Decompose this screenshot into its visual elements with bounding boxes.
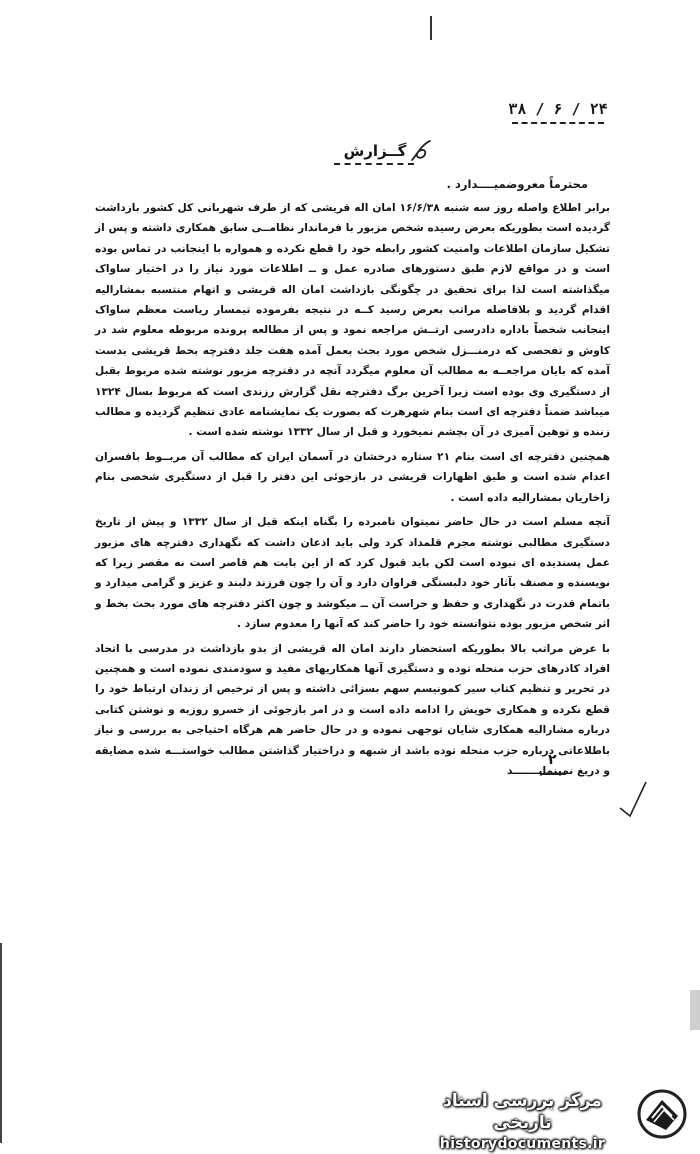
report-body <box>95 198 610 781</box>
paragraph: آنچه مسلم است در حال حاضر نمیتوان نامبرده را بگناه اینکه قبل از سال ۱۳۳۲ و پیش از تاریخ دستگیری مطالبی نوشته مجرم قلمداد کرد ولی باید اذعان داشت که نگهداری دفترچه های مزبور عمل پسندیده ای نبوده است لکن باید قبول کرد که از این بابت هم قاصر است نه مقصر زیرا که نویسنده و مصنف بآثار خود دلبستگی فراوان دارد و آن را چون فرزند دلبند و عزیز و گرامی میدارد و باتمام قدرت در نگهداری و حفظ و حراست آن ــ میکوشد و چون اکثر دفترچه های مورد بحث بخط و اثر شخص مزبور بوده نتوانسته خود را حاضر کند که آنها را معدوم سازد . <box>95 516 610 631</box>
date-underline <box>512 122 604 124</box>
scan-edge-right <box>690 990 700 1030</box>
scan-mark-top <box>430 16 432 40</box>
watermark <box>415 1090 630 1154</box>
paragraph: همچنین دفترچه ای است بنام ۲۱ ستاره درخشان در آسمان ایران که مطالب آن مربــوط بافسران اعدام شده است و طبق اظهارات قریشی در بازجوئی این دفتر را قبل از دستگیری شخصی بنام زاخاریان بمشارالیه داده است . <box>95 450 610 504</box>
check-mark-icon <box>618 780 648 820</box>
watermark-title: مرکز بررسی اسناد تاریخی <box>443 1091 602 1133</box>
document-date: ۳۸ / ۶ / ۲۴ <box>508 100 608 118</box>
margin-note: ۲ <box>548 752 557 768</box>
scan-edge-left <box>0 943 2 1143</box>
initial-mark-icon <box>408 138 436 164</box>
paragraph: برابر اطلاع واصله روز سه شنبه ۱۶/۶/۳۸ امان اله قریشی که از طرف شهربانی کل کشور بازداشت گردیده است بطوریکه بعرض رسیده شخص مزبور با فرماندار نظامــی سابق همکاری داشته و پس از تشکیل سازمان اطلاعات وامنیت کشور رابطه خود را قطع نکرده و همواره با اینجانب در تماس بوده است و در مواقع لازم طبق دستورهای صادره عمل و ــ اطلاعات مورد نیاز را در اختیار ساواک میگذاشته است لذا برای تحقیق در چگونگی بازداشت امان اله قریشی و اتهام منتسبه بمشارالیه اقدام گردید و بلافاصله مراتب بعرض رسید کــه در نتیجه بفرموده تیمسار ریاست معظم ساواک اینجانب شخصاً باداره دادرسی ارتــش مراجعه نمود و پس از مطالعه پرونده مربوطه معلوم شد در کاوش و تفحصی که درمنـــزل شخص مورد بحث بعمل آمده هفت جلد دفترچه بخط قریشی بدست آمده که بایان مراجعــه به مطالب آن معلوم میگردد آنچه در دفترچه مزبور نوشته شده مربوط بقبل از دستگیری وی بوده است زیرا آخرین برگ دفترچه نقل گزارش رزندی است که مربوط بسال ۱۳۲۴ میباشد ضمناً دفترچه ای است بنام شهرهرت که بصورت یک نمایشنامه عادی تنظیم گردیده و مطالب زننده و توهین آمیزی در آن بچشم نمیخورد و قبل از سال ۱۳۳۲ نوشته شده است . <box>95 202 610 439</box>
margin-underline <box>540 773 566 775</box>
salutation: محترماً معروضمیــــدارد . <box>446 177 588 191</box>
paragraph: با عرض مراتب بالا بطوریکه استحضار دارند امان اله قریشی از بدو بازداشت در مدرسی با اتحاد افراد کادرهای حزب منحله توده و دستگیری آنها همکاریهای مفید و سودمندی نموده است و همچنین در تحریر و تنظیم کتاب سیر کمونیسم سهم بسزائی داشته و پس از ترخیص از زندان ارتباط خود را قطع نکرده و همکاری خویش را ادامه داده است و در امر بازجوئی از خسرو روزبه و نوشتن کتابی درباره مشارالیه همکاری شایان توجهی نموده و در حال حاضر هم هرگاه احتیاجی به بررسی و نیاز باطلاعاتی درباره حزب منحله توده باشد از شبهه و دراختیار گذاشتن مطالب خواستـــه شده مضایقه و دریغ نمینمایـــــــد <box>95 642 610 777</box>
book-logo-icon <box>636 1088 688 1140</box>
watermark-url: historydocuments.ir <box>439 1136 606 1152</box>
document-title: گــزارش <box>343 142 407 160</box>
title-underline <box>334 163 414 165</box>
